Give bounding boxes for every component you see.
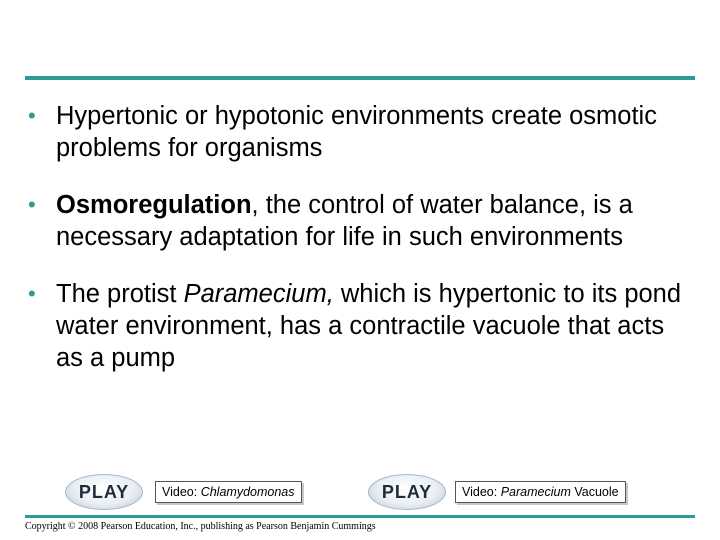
video-prefix: Video: xyxy=(162,485,201,499)
video-title: Paramecium xyxy=(500,485,571,499)
top-divider xyxy=(25,76,695,80)
bullet-italic-term: Paramecium, xyxy=(183,280,334,308)
bullet-text: , the control of water balance, is a necessary adaptation for life in such environments xyxy=(56,191,633,251)
bullet-dot-icon: • xyxy=(28,103,36,128)
video-link-chlamydomonas[interactable] xyxy=(155,481,302,503)
video-suffix: Vacuole xyxy=(570,485,619,499)
play-button-chlamydomonas[interactable]: PLAY xyxy=(65,474,143,510)
bullet-dot-icon: • xyxy=(28,281,36,306)
bullet-list xyxy=(28,100,698,399)
bullet-text-post: which is hypertonic to its pond water environment, has a contractile vacuole that acts as a pump xyxy=(56,280,682,372)
bullet-dot-icon: • xyxy=(28,192,36,217)
bottom-divider xyxy=(25,515,695,518)
video-prefix: Video: xyxy=(462,485,501,499)
bullet-item xyxy=(28,278,698,374)
bullet-item xyxy=(28,189,698,253)
play-button-paramecium[interactable]: PLAY xyxy=(368,474,446,510)
copyright-text: Copyright © 2008 Pearson Education, Inc., publishing as Pearson Benjamin Cummings xyxy=(25,521,376,532)
bullet-text: Hypertonic or hypotonic environments create osmotic problems for organisms xyxy=(56,102,657,162)
video-title: Chlamydomonas xyxy=(200,485,295,499)
video-link-paramecium[interactable] xyxy=(455,481,626,503)
bullet-term: Osmoregulation xyxy=(56,191,252,219)
bullet-text-pre: The protist xyxy=(56,280,184,308)
bullet-item xyxy=(28,100,698,164)
